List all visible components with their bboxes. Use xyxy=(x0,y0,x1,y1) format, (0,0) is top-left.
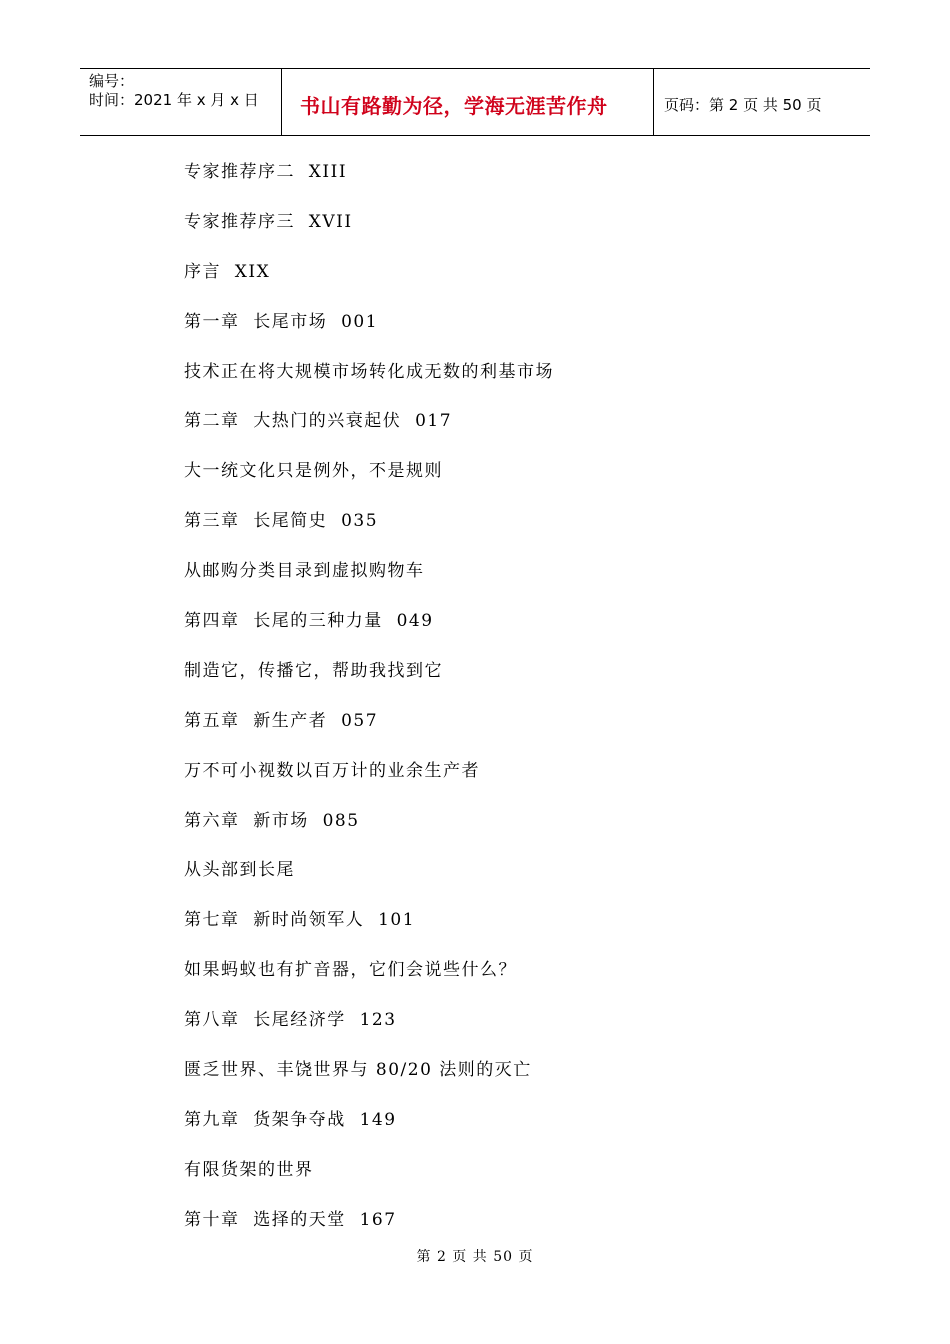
toc-entry: 专家推荐序三 XVII xyxy=(184,211,353,232)
toc-entry: 技术正在将大规模市场转化成无数的利基市场 xyxy=(184,361,554,382)
toc-entry: 有限货架的世界 xyxy=(184,1159,314,1180)
toc-entry: 第四章 长尾的三种力量 049 xyxy=(184,611,434,632)
page-footer: 第 2 页 共 50 页 xyxy=(416,1249,534,1265)
page-header xyxy=(80,68,870,136)
document-time-label: 时间：2021 年 x 月 x 日 xyxy=(89,91,259,109)
toc-entry: 第三章 长尾简史 035 xyxy=(184,511,379,532)
document-number-label: 编号： xyxy=(89,72,135,90)
toc-entry: 第六章 新市场 085 xyxy=(184,810,360,831)
toc-entry: 制造它，传播它，帮助我找到它 xyxy=(184,660,443,681)
table-of-contents xyxy=(184,157,554,1255)
toc-entry: 从邮购分类目录到虚拟购物车 xyxy=(184,561,425,582)
toc-entry: 大一统文化只是例外，不是规则 xyxy=(184,461,443,482)
toc-entry: 第一章 长尾市场 001 xyxy=(184,311,379,332)
header-meta-cell xyxy=(80,69,282,135)
header-page-number: 页码：第 2 页 共 50 页 xyxy=(664,95,822,114)
toc-entry: 第五章 新生产者 057 xyxy=(184,710,379,731)
toc-entry: 第八章 长尾经济学 123 xyxy=(184,1010,397,1031)
toc-entry: 序言 XIX xyxy=(184,261,271,282)
toc-entry: 专家推荐序二 XIII xyxy=(184,162,348,182)
toc-entry: 第十章 选择的天堂 167 xyxy=(184,1209,397,1230)
toc-entry: 匮乏世界、丰饶世界与 80/20 法则的灭亡 xyxy=(184,1060,532,1081)
toc-entry: 第九章 货架争夺战 149 xyxy=(184,1109,397,1130)
header-motto-cell xyxy=(282,69,654,135)
toc-entry: 万不可小视数以百万计的业余生产者 xyxy=(184,760,480,781)
header-motto: 书山有路勤为径，学海无涯苦作舟 xyxy=(300,93,608,118)
toc-entry: 如果蚂蚁也有扩音器，它们会说些什么？ xyxy=(184,960,517,981)
header-page-cell xyxy=(654,69,870,135)
toc-entry: 第七章 新时尚领军人 101 xyxy=(184,910,416,931)
toc-entry: 从头部到长尾 xyxy=(184,860,295,881)
toc-entry: 第二章 大热门的兴衰起伏 017 xyxy=(184,411,453,432)
